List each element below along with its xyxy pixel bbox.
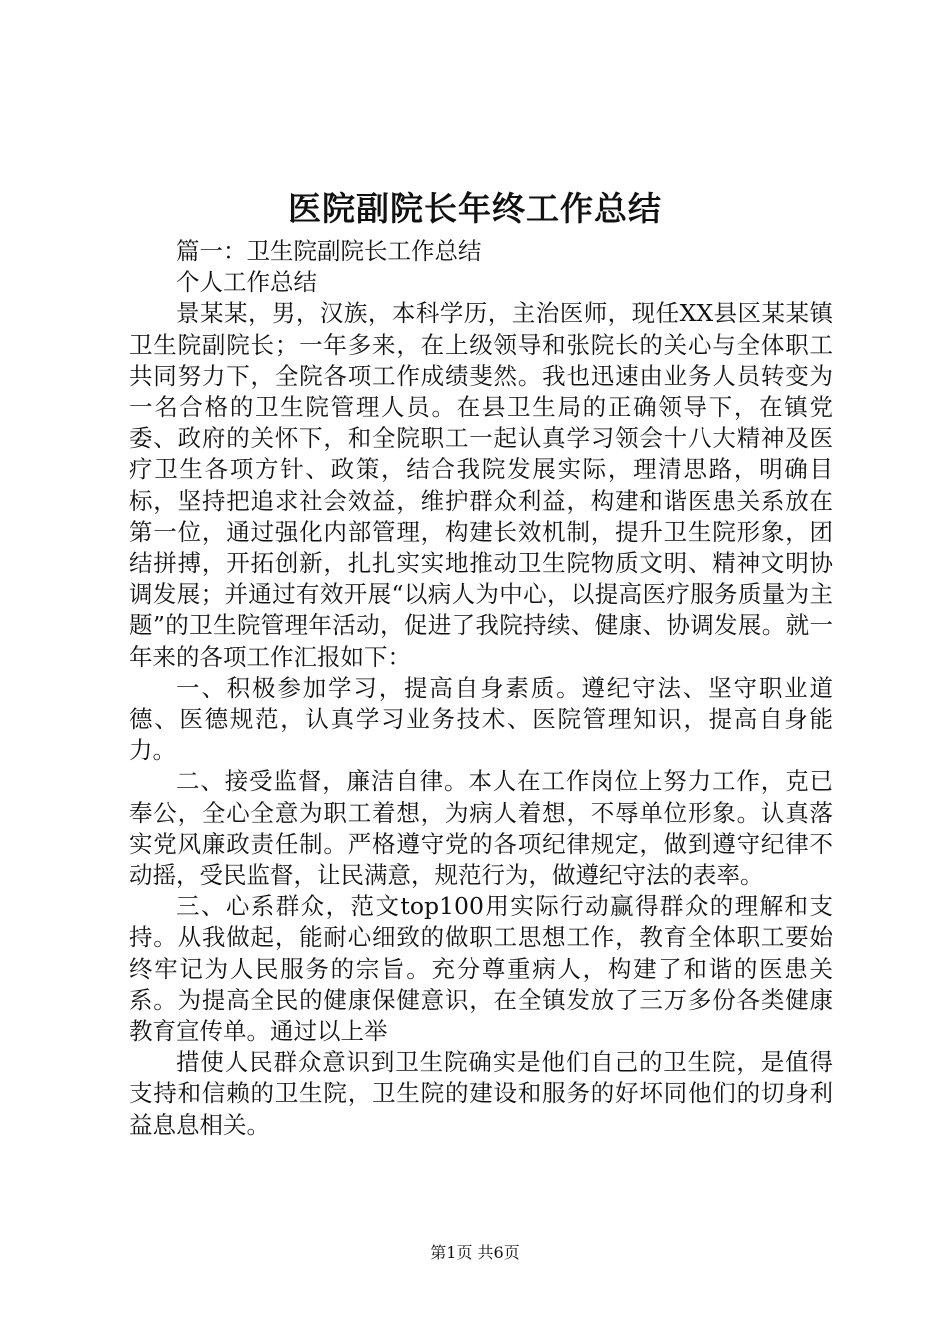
paragraph-intro: 景某某，男，汉族，本科学历，主治医师，现任XX县区某某镇卫生院副院长；一年多来，在上级领导和张院长的关心与全体职工共同努力下，全院各项工作成绩斐然。我也迅速由业务人员转变为一名合格的卫生院管理人员。在县卫生局的正确领导下，在镇党委、政府的关怀下，和全院职工一起认真学习领会十八大精神及医疗卫生各项方针、政策，结合我院发展实际，理清思路，明确目标，坚持把追求社会效益，维护群众利益，构建和谐医患关系放在第一位，通过强化内部管理，构建长效机制，提升卫生院形象，团结拼搏，开拓创新，扎扎实实地推动卫生院物质文明、精神文明协调发展；并通过有效开展“以病人为中心，以提高医疗服务质量为主题”的卫生院管理年活动，促进了我院持续、健康、协调发展。就一年来的各项工作汇报如下：	[129, 299, 833, 671]
document-body	[129, 236, 833, 1141]
paragraph-point-two: 二、接受监督，廉洁自律。本人在工作岗位上努力工作，克已奉公，全心全意为职工着想，为病人着想，不辱单位形象。认真落实党风廉政责任制。严格遵守党的各项纪律规定，做到遵守纪律不动摇，受民监督，让民满意，规范行为，做遵纪守法的表率。	[129, 767, 833, 890]
paragraph-continuation: 措使人民群众意识到卫生院确实是他们自己的卫生院，是值得支持和信赖的卫生院，卫生院的建设和服务的好坏同他们的切身利益息息相关。	[129, 1048, 833, 1139]
section-heading: 篇一：卫生院副院长工作总结	[176, 237, 482, 265]
page-number: 第1页 共6页	[430, 1243, 520, 1262]
subheading: 个人工作总结	[176, 268, 317, 297]
paragraph-point-one: 一、积极参加学习，提高自身素质。遵纪守法、坚守职业道德、医德规范，认真学习业务技术、医院管理知识，提高自身能力。	[129, 673, 833, 765]
paragraph-point-three: 三、心系群众，范文top100用实际行动赢得群众的理解和支持。从我做起，能耐心细致的做职工思想工作，教育全体职工要始终牢记为人民服务的宗旨。充分尊重病人，构建了和谐的医患关系。为提高全民的健康保健意识，在全镇发放了三万多份各类健康教育宣传单。通过以上举	[129, 892, 833, 1046]
document-title: 医院副院长年终工作总结	[288, 189, 662, 228]
